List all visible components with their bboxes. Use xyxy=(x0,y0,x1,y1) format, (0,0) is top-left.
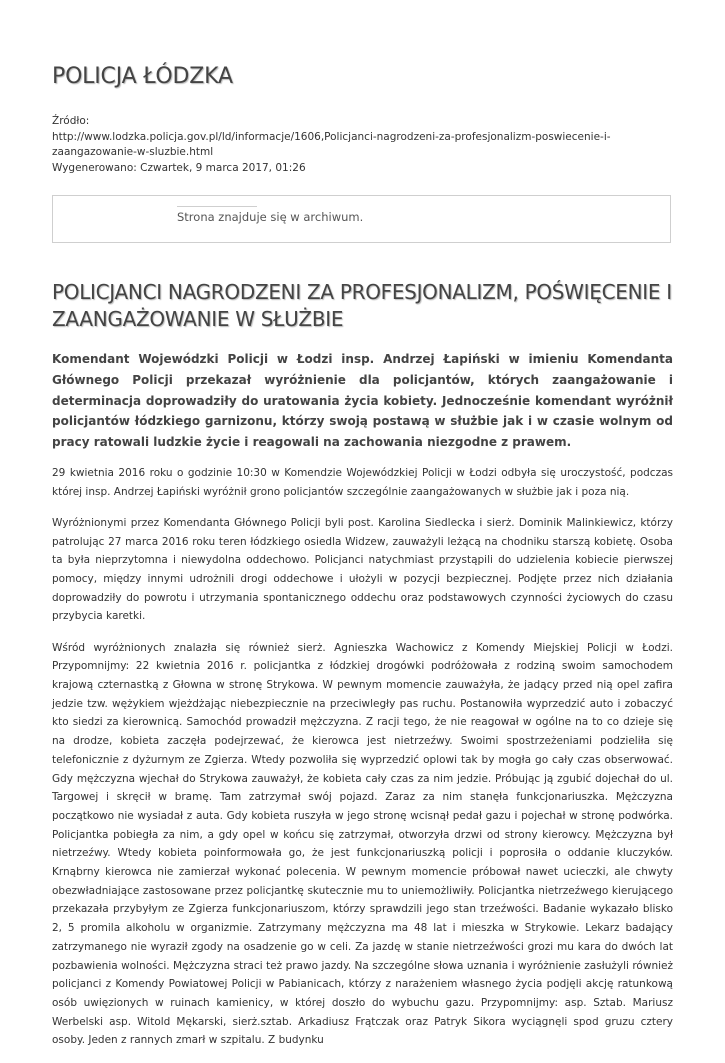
generated-date: Wygenerowano: Czwartek, 9 marca 2017, 01:26 xyxy=(52,161,306,174)
article-title: POLICJANCI NAGRODZENI ZA PROFESJONALIZM, POŚWIĘCENIE I ZAANGAŻOWANIE W SŁUŻBIE xyxy=(52,280,672,331)
article-paragraph: Wyróżnionymi przez Komendanta Głównego Policji byli post. Karolina Siedlecka i sierż. Dominik Malinkiewicz, którzy patrolując 27 marca 2016 roku teren łódzkiego osiedla Widzew, zauważyli leżącą na chodniku starszą kobietę. Osoba ta była nieprzytomna i niewydolna oddechowo. Policjanci natychmiast przystąpili do udzielenia kobiecie pierwszej pomocy, między innymi udrożnili drogi oddechowe i ułożyli w pozycji bezpiecznej. Podjęte przez nich działania doprowadziły do powrotu i utrzymania spontanicznego oddechu oraz podstawowych czynności życiowych do czasu przybycia karetki. xyxy=(52,516,673,623)
article-body xyxy=(52,464,673,1063)
source-label: Źródło: xyxy=(52,115,90,127)
print-metadata xyxy=(52,114,677,176)
source-url[interactable]: http://www.lodzka.policja.gov.pl/ld/informacje/1606,Policjanci-nagrodzeni-za-profesjonalizm-poswiecenie-i-zaangazowanie-w-sluzbie.html xyxy=(52,130,611,158)
archive-divider xyxy=(177,206,257,207)
archive-notice: Strona znajduje się w archiwum. xyxy=(177,210,364,224)
article-paragraph: Wśród wyróżnionych znalazła się również sierż. Agnieszka Wachowicz z Komendy Miejskiej Policji w Łodzi. Przypomnijmy: 22 kwietnia 2016 r. policjantka z łódzkiej drogówki podróżowała z rodziną swoim samochodem krajową czternastką z Głowna w stronę Strykowa. W pewnym momencie zauważyła, że jadący przed nią opel zafira jedzie tzw. wężykiem wjeżdżając niebezpiecznie na przeciwległy pas ruchu. Postanowiła wyprzedzić auto i zobaczyć kto siedzi za kierownicą. Samochód prowadził mężczyzna. Z racji tego, że nie reagował w ogólne na to co dzieje się na drodze, kobieta zaczęła podejrzewać, że kierowca jest nietrzeźwy. Swoimi spostrzeżeniami podzieliła się telefonicznie z dyżurnym ze Zgierza. Wtedy pozwoliła się wyprzedzić oplowi tak by mogła go cały czas obserwować. Gdy mężczyzna wjechał do Strykowa zauważył, że kobieta cały czas za nim jedzie. Próbując ją zgubić dojechał do ul. Targowej i skręcił w bramę. Tam zatrzymał swój pojazd. Zaraz za nim stanęła funkcjonariuszka. Mężczyzna początkowo nie wysiadał z auta. Gdy kobieta ruszyła w jego stronę wcisnął pedał gazu i pojechał w stronę podwórka. Policjantka pobiegła za nim, a gdy opel w końcu się zatrzymał, otworzyła drzwi od strony kierowcy. Mężczyzna był nietrzeźwy. Wtedy kobieta poinformowała go, że jest funkcjonariuszką policji i poprosiła o oddanie kluczyków. Krnąbrny kierowca nie zamierzał wykonać polecenia. W pewnym momencie próbował nawet ucieczki, ale chwyty obezwładniające zastosowane przez policjantkę skutecznie mu to uniemożliwiły. Policjantka nietrzeźwego kierującego przekazała przybyłym ze Zgierza funkcjonariuszom, którzy sprawdzili jego stan trzeźwości. Badanie wykazało blisko 2, 5 promila alkoholu w organizmie. Zatrzymany mężczyzna ma 48 lat i mieszka w Strykowie. Lekarz badający zatrzymanego nie wyraził zgody na osadzenie go w celi. Za jazdę w stanie nietrzeźwości grozi mu kara do dwóch lat pozbawienia wolności. Mężczyzna straci też prawo jazdy. Na szczególne słowa uznania i wyróżnienie zasłużyli również policjanci z Komendy Powiatowej Policji w Pabianicach, którzy z narażeniem własnego życia podjęli akcję ratunkową osób uwięzionych w ruinach kamienicy, w której doszło do wybuchu gazu. Przypomnijmy: asp. Sztab. Mariusz Werbelski asp. Witold Mękarski, sierż.sztab. Arkadiusz Frątczak oraz Patryk Sikora wyciągnęli spod gruzu cztery osoby. Jeden z rannych zmarł w szpitalu. Z budynku xyxy=(52,641,673,1047)
article-paragraph: 29 kwietnia 2016 roku o godzinie 10:30 w Komendzie Wojewódzkiej Policji w Łodzi odbyła się uroczystość, podczas której insp. Andrzej Łapiński wyróżnił grono policjantów szczególnie zaangażowanych w służbie jak i poza nią. xyxy=(52,467,673,498)
archive-notice-box xyxy=(52,195,671,243)
site-title: POLICJA ŁÓDZKA xyxy=(52,64,233,89)
article-lead: Komendant Wojewódzki Policji w Łodzi insp. Andrzej Łapiński w imieniu Komendanta Głównego Policji przekazał wyróżnienie dla policjantów, których zaangażowanie i determinacja doprowadziły do uratowania życia kobiety. Jednocześnie komendant wyróżnił policjantów łódzkiego garnizonu, którzy swoją postawą w służbie jak i w czasie wolnym od pracy ratowali ludzkie życie i reagowali na zachowania niezgodne z prawem. xyxy=(52,352,673,450)
